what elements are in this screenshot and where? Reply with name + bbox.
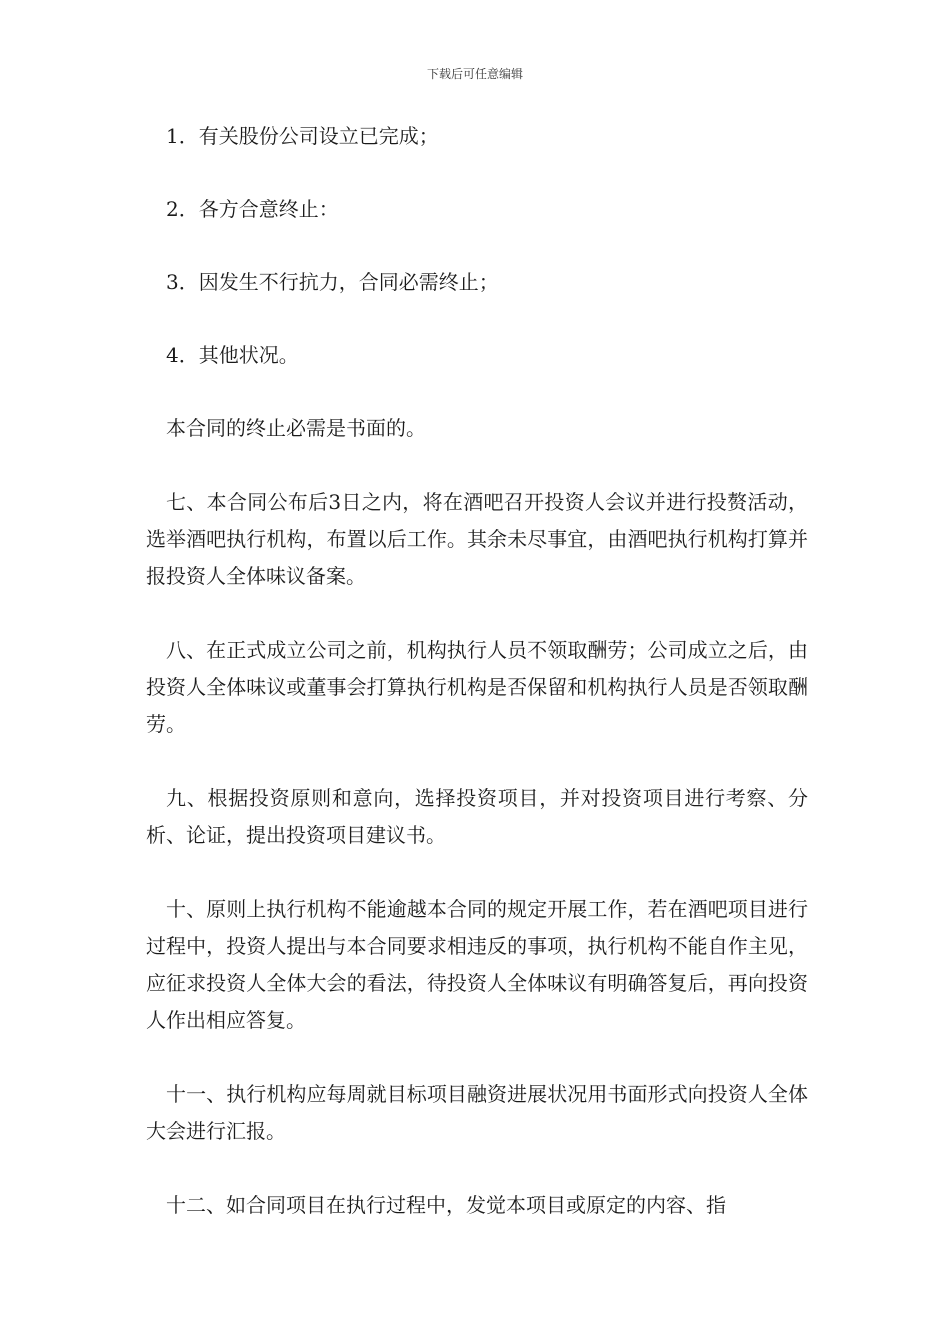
paragraph-clause-8: 八、在正式成立公司之前，机构执行人员不领取酬劳；公司成立之后，由投资人全体味议或董事会打算执行机构是否保留和机构执行人员是否领取酬劳。 (146, 638, 808, 736)
paragraph-clause-9: 九、根据投资原则和意向，选择投资项目，并对投资项目进行考察、分析、论证，提出投资项目建议书。 (146, 786, 808, 847)
list-item: 3．因发生不行抗力，合同必需终止； (166, 270, 499, 294)
paragraph-clause-10: 十、原则上执行机构不能逾越本合同的规定开展工作，若在酒吧项目进行过程中，投资人提出与本合同要求相违反的事项，执行机构不能自作主见，应征求投资人全体大会的看法，待投资人全体味议有明确答复后，再向投资人作出相应答复。 (146, 897, 808, 1032)
termination-conditions-list (146, 118, 808, 374)
paragraph-clause-12: 十二、如合同项目在执行过程中，发觉本项目或原定的内容、指 (166, 1193, 726, 1217)
list-item: 4．其他状况。 (166, 343, 299, 367)
list-item: 1．有关股份公司设立已完成； (166, 124, 439, 148)
page-header: 下载后可任意编辑 (426, 67, 523, 81)
document-body (146, 118, 808, 1224)
paragraph-clause-7: 七、本合同公布后3日之内，将在酒吧召开投资人会议并进行投赘活动，选举酒吧执行机构，布置以后工作。其余未尽事宜，由酒吧执行机构打算并报投资人全体味议备案。 (146, 490, 808, 588)
paragraph-termination-written: 本合同的终止必需是书面的。 (166, 416, 426, 440)
paragraph-clause-11: 十一、执行机构应每周就目标项目融资进展状况用书面形式向投资人全体大会进行汇报。 (146, 1082, 808, 1143)
list-item: 2．各方合意终止： (166, 197, 339, 221)
